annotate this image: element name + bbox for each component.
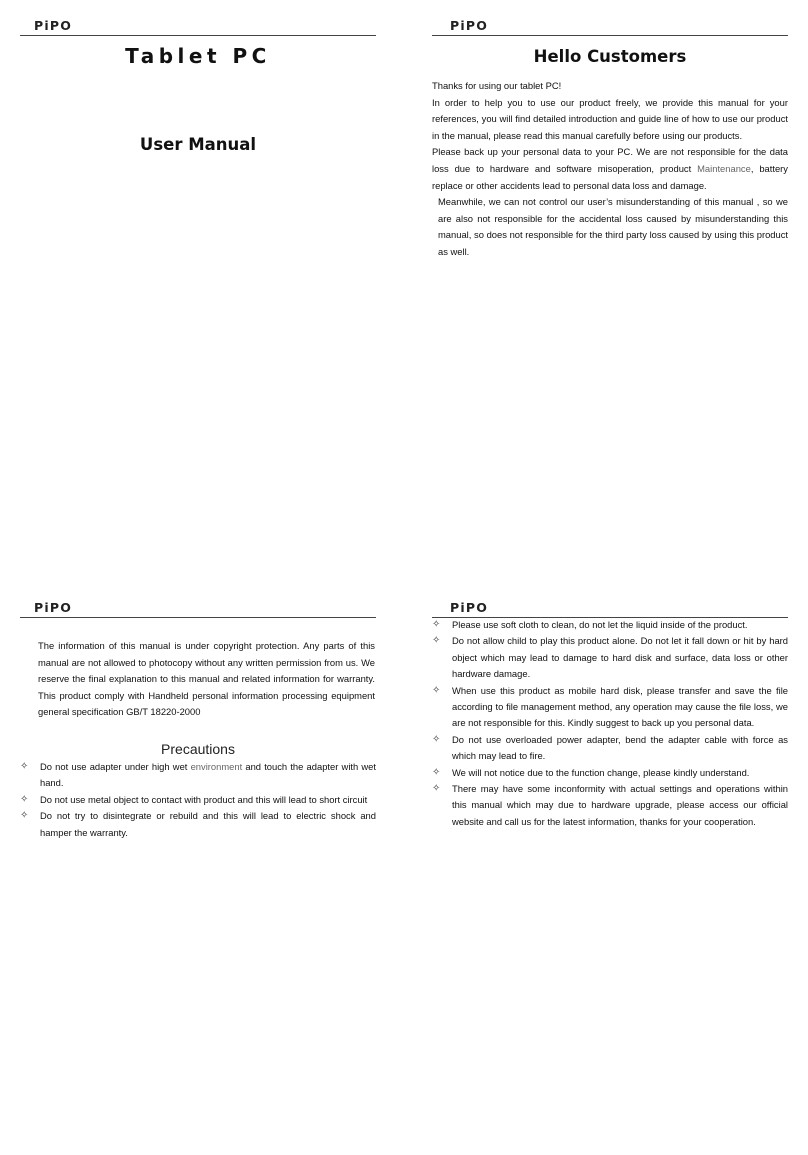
list-item (432, 781, 788, 830)
text-span: Do not use overloaded power adapter, bend the adapter cable with force as which may lead to fire. (452, 733, 788, 762)
list-item (432, 633, 788, 682)
text-span: Please use soft cloth to clean, do not let the liquid inside of the product. (452, 619, 748, 630)
diamond-bullet-icon: ✧ (20, 793, 29, 805)
text-span: Do not use adapter under high wet (40, 761, 191, 772)
copyright-intro (38, 638, 375, 721)
text-span: Please back up your personal data to your PC. We are not responsible for the data loss due to hardware and software misoperation, product (432, 146, 788, 174)
diamond-bullet-icon: ✧ (432, 684, 441, 696)
hello-body (432, 78, 788, 261)
diamond-bullet-icon: ✧ (20, 761, 29, 772)
list-item (20, 808, 376, 841)
text-span: Do not try to disintegrate or rebuild and this will lead to electric shock and hamper the warranty. (40, 810, 376, 838)
header-rule (20, 35, 376, 36)
header-rule (432, 35, 788, 36)
diamond-bullet-icon: ✧ (432, 766, 441, 778)
diamond-bullet-icon: ✧ (432, 733, 441, 745)
list-item (432, 765, 788, 781)
environment-link: environment (190, 761, 243, 772)
text-span: , battery replace or other accidents lead to personal data loss and damage. (432, 162, 788, 191)
text-span: Do not use metal object to contact with product and this will lead to short circuit (40, 793, 368, 805)
precautions-list (20, 759, 376, 841)
diamond-bullet-icon: ✧ (432, 783, 441, 795)
paragraph (432, 144, 788, 194)
list-item (20, 792, 376, 808)
text-span: There may have some inconformity with actual settings and operations within this manual which may due to hardware upgrade, please access our official website and call us for the latest information, thanks for your cooperation. (452, 783, 788, 827)
brand-logo: PiPO (450, 18, 489, 33)
brand-logo: PiPO (34, 18, 73, 33)
care-list (432, 617, 788, 830)
cover-subtitle: User Manual (139, 135, 257, 154)
paragraph: Meanwhile, we can not control our user’s misunderstanding of this manual , so we are also not responsible for the accidental loss caused by misunderstanding this manual, so does not responsible for the third party loss caused by using this product as well. (438, 196, 788, 257)
maintenance-link: Maintenance (697, 162, 751, 174)
list-item (432, 732, 788, 765)
paragraph: In order to help you to use our product freely, we provide this manual for your references, you will find detailed introduction and guide line of how to use our product in the manual, please read this manual carefully before using our products. (432, 96, 788, 141)
text-span: When use this product as mobile hard disk, please transfer and save the file according to file management method, any operation may cause the file loss, we are not responsible for this. Kindly suggest to back up you personal data. (452, 684, 788, 729)
diamond-bullet-icon: ✧ (432, 635, 441, 647)
header-rule (20, 617, 376, 618)
hello-heading: Hello Customers (533, 47, 687, 66)
brand-logo: PiPO (34, 600, 73, 615)
list-item (432, 683, 788, 732)
list-item (432, 617, 788, 633)
diamond-bullet-icon: ✧ (432, 619, 441, 630)
cover-title: Tablet PC (125, 44, 271, 68)
paragraph: The information of this manual is under copyright protection. Any parts of this manual are not allowed to photocopy without any written permission from us. We reserve the final explanation to this manual and related information for warranty. This product comply with Handheld personal information processing equipment general specification GB/T 18220-2000 (38, 640, 375, 718)
text-span: Do not allow child to play this product alone. Do not let it fall down or hit by hard object which may lead to damage to hard disk and surface, data loss or other hardware damage. (452, 635, 788, 680)
text-span: We will not notice due to the function change, please kindly understand. (452, 766, 750, 778)
paragraph: Thanks for using our tablet PC! (432, 80, 562, 91)
list-item (20, 759, 376, 792)
brand-logo: PiPO (450, 600, 489, 615)
precautions-heading: Precautions (161, 741, 235, 757)
diamond-bullet-icon: ✧ (20, 810, 29, 822)
text-span: and touch the adapter with wet hand. (40, 761, 376, 789)
